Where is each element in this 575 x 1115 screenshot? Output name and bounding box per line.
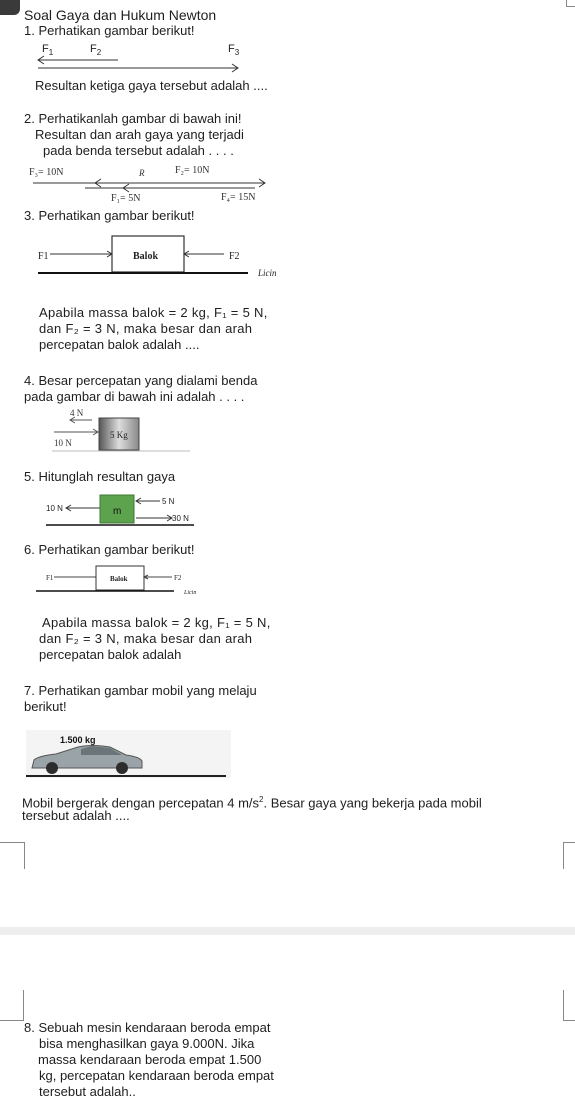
car-wheel-front-icon xyxy=(46,762,58,774)
q4-label-4n: 4 N xyxy=(70,408,84,418)
q2-force-diagram xyxy=(25,160,275,206)
q7-body-text-b: . Besar gaya yang bekerja pada mobil xyxy=(263,795,482,811)
q3-label-f1: F1 xyxy=(38,251,49,262)
q7-body-line-2: tersebut adalah .... xyxy=(22,808,130,823)
q2-label-r: R xyxy=(139,168,145,178)
q4-line-1: 4. Besar percepatan yang dialami benda xyxy=(24,373,258,388)
q4-block-diagram xyxy=(50,405,200,455)
q3-line-3: percepatan balok adalah .... xyxy=(39,337,200,352)
q8-line-1: 8. Sebuah mesin kendaraan beroda empat xyxy=(24,1020,271,1035)
q8-line-5: tersebut adalah.. xyxy=(39,1084,136,1099)
q6-label-f2: F2 xyxy=(174,574,182,582)
q2-label-f4: F₄= 15N xyxy=(221,192,256,203)
q5-label-30n: 30 N xyxy=(172,514,189,523)
q7-body-sup: 2 xyxy=(259,795,264,804)
q6-text: 6. Perhatikan gambar berikut! xyxy=(24,542,195,557)
q8-line-4: kg, percepatan kendaraan beroda empat xyxy=(39,1068,274,1083)
q5-block-diagram xyxy=(44,491,204,529)
q5-label-10n: 10 N xyxy=(46,504,63,513)
q5-mass-label: m xyxy=(113,506,122,517)
q3-text: 3. Perhatikan gambar berikut! xyxy=(24,208,195,223)
q3-label-f2: F2 xyxy=(229,251,240,262)
q8-line-2: bisa menghasilkan gaya 9.000N. Jika xyxy=(39,1036,255,1051)
q7-car-image xyxy=(26,730,231,780)
q7-car-mass-label: 1.500 kg xyxy=(60,735,96,745)
q2-line-2: Resultan dan arah gaya yang terjadi xyxy=(35,127,244,142)
q1-question: Resultan ketiga gaya tersebut adalah .... xyxy=(35,78,268,93)
page-corner-bottom-left xyxy=(0,842,25,869)
q1-force-diagram xyxy=(28,40,258,76)
page-tab-marker xyxy=(0,0,20,15)
q1-label-f3: $F_3$ xyxy=(228,43,240,57)
q3-block-diagram xyxy=(36,232,286,282)
page-corner-next-top-right xyxy=(563,990,575,1021)
q7-line-2: berikut! xyxy=(24,699,67,714)
q6-line-1: Apabila massa balok = 2 kg, F₁ = 5 N, xyxy=(42,615,271,630)
q6-line-3: percepatan balok adalah xyxy=(39,647,182,662)
q8-line-3: massa kendaraan beroda empat 1.500 xyxy=(38,1052,262,1067)
car-wheel-rear-icon xyxy=(116,762,128,774)
page-corner-next-top-left xyxy=(0,990,24,1021)
q3-line-2: dan F₂ = 3 N, maka besar dan arah xyxy=(39,321,253,336)
q4-label-10n: 10 N xyxy=(54,438,72,448)
page-title: Soal Gaya dan Hukum Newton xyxy=(24,7,217,23)
q5-text: 5. Hitunglah resultan gaya xyxy=(24,469,176,484)
q6-label-licin: Licin xyxy=(184,590,197,596)
q6-balok-label: Balok xyxy=(110,575,128,583)
q6-block-diagram xyxy=(34,563,224,599)
q3-label-licin: Licin xyxy=(258,268,277,278)
q2-label-f2: F₂= 10N xyxy=(175,165,210,176)
q2-line-1: 2. Perhatikanlah gambar di bawah ini! xyxy=(24,111,242,126)
page-corner-bottom-right xyxy=(563,842,575,869)
q2-label-f1: F₁= 5N xyxy=(111,193,141,204)
q4-line-2: pada gambar di bawah ini adalah . . . . xyxy=(24,389,245,404)
page-corner-top-right xyxy=(566,0,575,7)
q6-line-2: dan F₂ = 3 N, maka besar dan arah xyxy=(39,631,253,646)
q1-label-f1: $F_1$ xyxy=(42,43,54,57)
q2-line-3: pada benda tersebut adalah . . . . xyxy=(43,143,234,158)
q7-line-1: 7. Perhatikan gambar mobil yang melaju xyxy=(24,683,257,698)
q1-label-f2: $F_2$ xyxy=(90,43,102,57)
q3-balok-label: Balok xyxy=(133,251,159,262)
page-separator xyxy=(0,927,575,935)
q5-label-5n: 5 N xyxy=(162,497,175,506)
q7-body-text-a: Mobil bergerak dengan percepatan 4 m/s xyxy=(22,795,260,811)
q4-mass-label: 5 Kg xyxy=(110,430,128,440)
q6-label-f1: F1 xyxy=(46,574,54,582)
q2-label-f3: F₃= 10N xyxy=(29,167,64,178)
q3-line-1: Apabila massa balok = 2 kg, F₁ = 5 N, xyxy=(39,305,268,320)
q1-text: 1. Perhatikan gambar berikut! xyxy=(24,23,195,38)
